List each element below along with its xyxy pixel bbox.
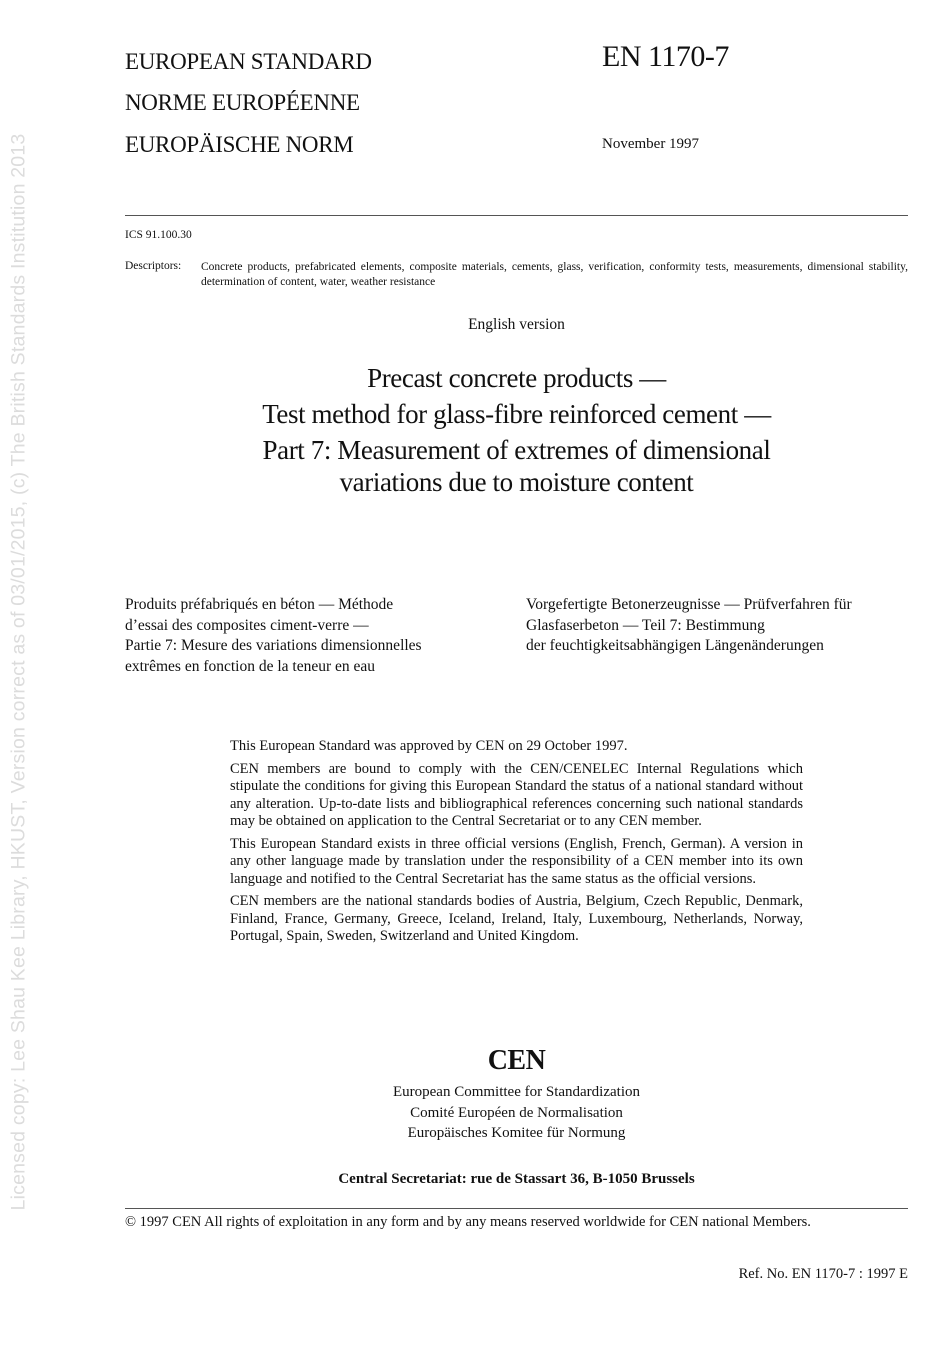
license-watermark: Licensed copy: Lee Shau Kee Library, HKUST, Version correct as of 03/01/2015, (c) The British Standards Institution 2013: [7, 133, 30, 1211]
approval-notice: [230, 738, 803, 951]
french-title-line: Partie 7: Mesure des variations dimensionnelles: [125, 637, 422, 654]
title-line: Part 7: Measurement of extremes of dimensional: [262, 435, 771, 465]
cen-name-line: Comité Européen de Normalisation: [410, 1104, 623, 1121]
french-title-line: Produits préfabriqués en béton — Méthode: [125, 596, 394, 613]
central-secretariat: Central Secretariat: rue de Stassart 36, B-1050 Brussels: [338, 1171, 695, 1187]
cen-names: [125, 1082, 908, 1144]
publication-date: November 1997: [602, 136, 700, 152]
french-title-line: d’essai des composites ciment-verre —: [125, 616, 369, 634]
german-title-line: der feuchtigkeitsabhängigen Längenänderungen: [526, 637, 824, 654]
french-title: [125, 595, 495, 677]
header-line-en: EUROPEAN STANDARD: [125, 49, 372, 74]
descriptors-text: Concrete products, prefabricated elements, composite materials, cements, glass, verification, conformity tests, measurements, dimensional stability, determination of content, water, weather resistance: [201, 261, 908, 288]
cen-name-line: European Committee for Standardization: [392, 1084, 640, 1100]
body-paragraph: CEN members are the national standards bodies of Austria, Belgium, Czech Republic, Denmark, Finland, France, Germany, Greece, Iceland, Ireland, Italy, Luxembourg, Netherlands, Norway, Portugal, Spain, Sweden, Switzerland and United Kingdom.: [230, 893, 803, 944]
title-line: variations due to moisture content: [339, 467, 694, 497]
header-line-de: EUROPÄISCHE NORM: [125, 132, 354, 157]
body-paragraph: This European Standard was approved by CEN on 29 October 1997.: [230, 738, 628, 754]
document-title: [125, 360, 908, 500]
french-title-line: extrêmes en fonction de la teneur en eau: [125, 657, 376, 675]
cen-name-line: Europäisches Komitee für Normung: [407, 1125, 626, 1141]
standard-code: EN 1170-7: [602, 40, 729, 73]
body-paragraph: This European Standard exists in three official versions (English, French, German). A version in any other language made by translation under the responsibility of a CEN member into its own language and notified to the Central Secretariat has the same status as the official versions.: [230, 835, 803, 887]
ics-code: ICS 91.100.30: [125, 229, 192, 241]
header-divider: [125, 215, 908, 216]
german-title: [526, 595, 911, 657]
header-line-fr: NORME EUROPÉENNE: [125, 90, 360, 115]
copyright-notice: © 1997 CEN All rights of exploitation in any form and by any means reserved worldwide for CEN national Members.: [125, 1214, 811, 1230]
body-paragraph: CEN members are bound to comply with the CEN/CENELEC Internal Regulations which stipulate the conditions for giving this European Standard the status of a national standard without any alteration. Up-to-date lists and bibliographical references concerning such national standards may be obtained on application to the Central Secretariat or to any CEN member.: [230, 760, 803, 829]
reference-number: Ref. No. EN 1170-7 : 1997 E: [738, 1266, 908, 1282]
german-title-line: Glasfaserbeton — Teil 7: Bestimmung: [526, 616, 765, 634]
footer-divider: [125, 1208, 908, 1209]
descriptors-label: Descriptors:: [125, 260, 182, 272]
title-line: Test method for glass-fibre reinforced cement —: [262, 399, 771, 429]
cen-logo-text: CEN: [487, 1045, 546, 1076]
language-version: English version: [468, 316, 565, 333]
descriptors: [125, 260, 908, 290]
german-title-line: Vorgefertigte Betonerzeugnisse — Prüfverfahren für: [526, 596, 852, 613]
title-line: Precast concrete products —: [367, 363, 666, 393]
